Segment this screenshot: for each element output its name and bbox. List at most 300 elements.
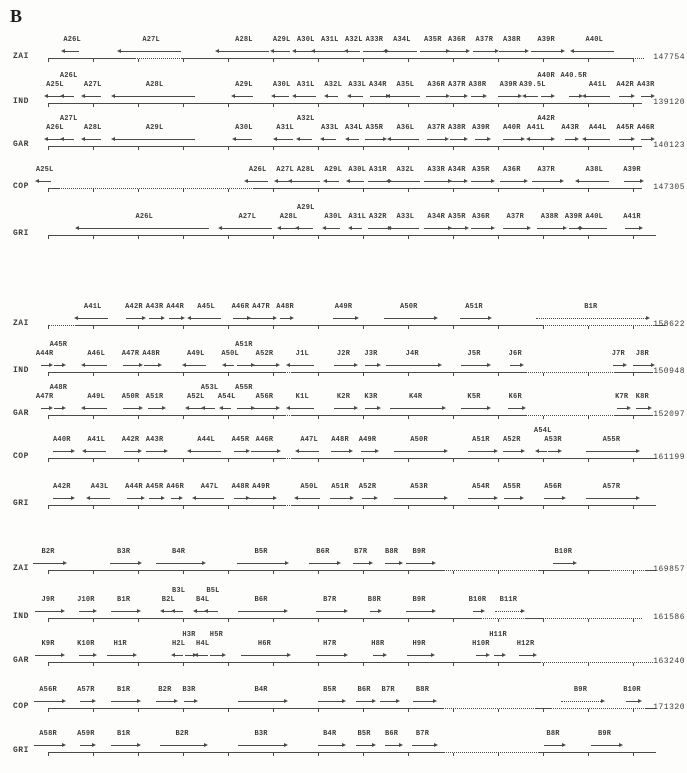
orf-label: A50L bbox=[221, 350, 239, 358]
left-arrow-icon bbox=[586, 96, 610, 97]
orf-label: A55R bbox=[503, 483, 521, 491]
left-arrow-icon bbox=[121, 51, 181, 52]
orf-label: A48R bbox=[142, 350, 160, 358]
orf-label: B3L bbox=[172, 586, 186, 595]
orf-label: K7R bbox=[615, 393, 629, 401]
orf-label: A41L bbox=[527, 124, 545, 132]
orf-label: A51R bbox=[331, 483, 349, 491]
orf-label: A46R bbox=[231, 303, 250, 311]
orf-label: A30L bbox=[324, 213, 342, 221]
orf-label: A37R bbox=[448, 81, 466, 89]
left-arrow-icon bbox=[115, 139, 195, 140]
strain-row-ind-block2 bbox=[0, 340, 687, 382]
orf-label: A27L bbox=[59, 114, 78, 123]
orf-label: J5R bbox=[467, 350, 481, 358]
strain-label: GRI bbox=[13, 499, 29, 508]
right-arrow-icon bbox=[449, 228, 465, 229]
orf-label: A49R bbox=[334, 303, 353, 311]
orf-label: J9R bbox=[41, 596, 55, 604]
right-arrow-icon bbox=[633, 365, 651, 366]
orf-label: K8R bbox=[635, 393, 649, 401]
right-arrow-icon bbox=[79, 611, 93, 612]
right-arrow-icon bbox=[252, 365, 276, 366]
right-arrow-icon bbox=[569, 96, 579, 97]
orf-label: A52L bbox=[186, 393, 205, 401]
right-arrow-icon bbox=[394, 498, 444, 499]
right-arrow-icon bbox=[249, 498, 273, 499]
right-arrow-icon bbox=[124, 451, 138, 452]
right-arrow-icon bbox=[149, 318, 161, 319]
right-arrow-icon bbox=[494, 655, 502, 656]
orf-label: B7R bbox=[415, 730, 430, 738]
orf-label: A45R bbox=[231, 436, 250, 444]
strain-label: COP bbox=[13, 182, 29, 191]
right-arrow-icon bbox=[316, 611, 344, 612]
orf-label: B1R bbox=[117, 686, 131, 694]
strain-row-gri-block3 bbox=[0, 720, 687, 762]
orf-label: A47R bbox=[121, 350, 140, 358]
orf-label: A52R bbox=[255, 350, 274, 358]
orf-label: A37R bbox=[427, 124, 446, 132]
orf-label: J10R bbox=[77, 596, 95, 604]
orf-label: A26L bbox=[63, 36, 81, 44]
orf-label: A34R bbox=[427, 213, 446, 221]
left-arrow-icon bbox=[222, 228, 272, 229]
orf-label: A30L bbox=[296, 36, 315, 44]
right-arrow-icon bbox=[532, 181, 560, 182]
right-arrow-icon bbox=[468, 498, 494, 499]
orf-label: A40L bbox=[585, 36, 604, 44]
orf-label: A44L bbox=[588, 124, 607, 132]
orf-label: A50L bbox=[300, 483, 318, 491]
right-arrow-icon bbox=[146, 451, 164, 452]
orf-label: A37R bbox=[475, 36, 494, 44]
right-arrow-icon bbox=[234, 498, 246, 499]
panel-label: B bbox=[10, 6, 23, 26]
right-arrow-icon bbox=[333, 318, 355, 319]
orf-label: A43L bbox=[90, 483, 109, 491]
orf-label: A32L bbox=[396, 166, 415, 174]
left-arrow-icon bbox=[315, 51, 345, 52]
orf-label: A51R bbox=[465, 303, 483, 311]
strain-label: GRI bbox=[13, 229, 29, 238]
left-arrow-icon bbox=[90, 498, 110, 499]
orf-label: J3R bbox=[364, 350, 378, 358]
left-arrow-icon bbox=[235, 96, 253, 97]
orf-label: A35R bbox=[423, 36, 442, 44]
left-arrow-icon bbox=[350, 181, 364, 182]
orf-label: A51R bbox=[145, 393, 164, 401]
orf-label: A39.5L bbox=[519, 81, 546, 89]
left-arrow-icon bbox=[352, 228, 362, 229]
orf-label: A55R bbox=[235, 383, 253, 392]
orf-label: B4R bbox=[172, 548, 186, 556]
right-arrow-icon bbox=[503, 139, 521, 140]
orf-label: A34R bbox=[448, 166, 466, 174]
scale-ticks bbox=[48, 709, 640, 712]
orf-label: A49L bbox=[87, 393, 105, 401]
left-arrow-icon bbox=[248, 181, 268, 182]
orf-label: A51R bbox=[472, 436, 490, 444]
left-arrow-icon bbox=[530, 139, 542, 140]
right-arrow-icon bbox=[471, 181, 491, 182]
orf-label: K5R bbox=[467, 393, 481, 401]
left-arrow-icon bbox=[292, 181, 320, 182]
left-arrow-icon bbox=[86, 451, 106, 452]
orf-label: A45R bbox=[616, 124, 634, 132]
right-arrow-icon bbox=[370, 96, 386, 97]
orf-label: H9R bbox=[412, 640, 426, 648]
orf-label: J7R bbox=[611, 350, 625, 358]
right-arrow-icon bbox=[107, 655, 133, 656]
orf-label: B4L bbox=[196, 596, 210, 604]
strain-row-cop-block1 bbox=[0, 156, 687, 198]
right-arrow-icon bbox=[471, 228, 491, 229]
orf-label: A25L bbox=[35, 166, 54, 174]
right-arrow-icon bbox=[53, 498, 71, 499]
orf-label: A46R bbox=[255, 436, 274, 444]
strain-label: COP bbox=[13, 452, 29, 461]
right-arrow-icon bbox=[184, 701, 194, 702]
orf-label: A33R bbox=[427, 166, 446, 174]
right-arrow-icon bbox=[460, 318, 488, 319]
right-arrow-icon bbox=[33, 563, 63, 564]
right-arrow-icon bbox=[508, 408, 522, 409]
orf-label: A34L bbox=[344, 124, 363, 132]
orf-label: A36L bbox=[396, 124, 415, 132]
orf-label: H1R bbox=[113, 640, 127, 648]
orf-label: A41L bbox=[83, 303, 102, 311]
left-arrow-icon bbox=[85, 139, 101, 140]
orf-label: A47R bbox=[35, 393, 54, 401]
right-arrow-icon bbox=[356, 701, 372, 702]
right-arrow-icon bbox=[531, 51, 561, 52]
right-arrow-icon bbox=[427, 139, 445, 140]
orf-label: A42R bbox=[616, 81, 634, 89]
right-arrow-icon bbox=[413, 701, 433, 702]
orf-label: A55R bbox=[602, 436, 621, 444]
left-arrow-icon bbox=[186, 365, 206, 366]
left-arrow-icon bbox=[191, 451, 221, 452]
right-arrow-icon bbox=[252, 408, 276, 409]
orf-label: A54R bbox=[472, 483, 490, 491]
end-coordinate: 158622 bbox=[653, 320, 685, 329]
orf-label: B9R bbox=[412, 548, 426, 556]
right-arrow-icon bbox=[498, 96, 518, 97]
scale-ticks bbox=[48, 571, 640, 574]
left-arrow-icon bbox=[348, 51, 360, 52]
right-arrow-icon bbox=[448, 51, 466, 52]
orf-label: A56R bbox=[255, 393, 274, 401]
end-coordinate: 147305 bbox=[653, 183, 685, 192]
right-arrow-icon bbox=[233, 318, 247, 319]
end-coordinate: 161586 bbox=[653, 613, 685, 622]
orf-label: A43R bbox=[636, 81, 655, 89]
right-arrow-icon bbox=[473, 611, 481, 612]
right-arrow-icon bbox=[331, 451, 349, 452]
scale-ticks bbox=[48, 506, 640, 509]
orf-label: B2R bbox=[41, 548, 55, 556]
left-arrow-icon bbox=[391, 139, 419, 140]
right-arrow-icon bbox=[370, 611, 378, 612]
scale-ticks bbox=[48, 189, 640, 192]
orf-label: K4R bbox=[409, 393, 423, 401]
orf-label: A27L bbox=[83, 81, 102, 89]
right-arrow-icon bbox=[156, 563, 202, 564]
orf-label: A38R bbox=[503, 36, 521, 44]
right-arrow-icon bbox=[334, 408, 354, 409]
strain-label: ZAI bbox=[13, 319, 29, 328]
right-arrow-icon bbox=[368, 228, 388, 229]
orf-label: A47R bbox=[252, 303, 270, 311]
orf-label: B4R bbox=[254, 686, 268, 694]
left-arrow-icon bbox=[526, 96, 538, 97]
scale-ticks bbox=[48, 59, 640, 62]
orf-label: H3R bbox=[182, 630, 196, 639]
orf-label: A44R bbox=[35, 350, 54, 358]
left-arrow-icon bbox=[175, 655, 183, 656]
orf-label: B10R bbox=[623, 686, 641, 694]
scale-ticks bbox=[48, 663, 640, 666]
scale-ticks bbox=[48, 147, 640, 150]
right-arrow-icon bbox=[373, 655, 383, 656]
orf-label: B2R bbox=[175, 730, 189, 738]
orf-label: J6R bbox=[508, 350, 522, 358]
left-arrow-icon bbox=[349, 139, 359, 140]
left-arrow-icon bbox=[198, 655, 208, 656]
right-arrow-icon bbox=[503, 451, 521, 452]
orf-label: A40R bbox=[503, 124, 521, 132]
orf-label: A40.5R bbox=[560, 71, 587, 80]
scale-ticks bbox=[48, 416, 640, 419]
orf-label: K1L bbox=[295, 393, 309, 401]
strain-label: GAR bbox=[13, 409, 29, 418]
right-arrow-icon bbox=[126, 318, 142, 319]
right-arrow-icon bbox=[123, 365, 139, 366]
right-arrow-icon bbox=[368, 181, 388, 182]
left-arrow-icon bbox=[277, 139, 293, 140]
strain-label: IND bbox=[13, 97, 29, 106]
orf-label: A46R bbox=[166, 483, 184, 491]
left-arrow-icon bbox=[324, 139, 336, 140]
left-arrow-icon bbox=[387, 51, 417, 52]
right-arrow-icon bbox=[111, 745, 137, 746]
orf-label: A34L bbox=[393, 36, 411, 44]
right-arrow-icon bbox=[79, 655, 93, 656]
left-arrow-icon bbox=[39, 181, 51, 182]
orf-label: A53R bbox=[410, 483, 428, 491]
orf-label: B3R bbox=[117, 548, 131, 556]
orf-label: A29L bbox=[145, 124, 164, 132]
right-arrow-icon bbox=[111, 611, 137, 612]
orf-label: A39R bbox=[499, 81, 518, 89]
right-arrow-icon bbox=[309, 563, 337, 564]
right-arrow-icon bbox=[238, 701, 284, 702]
orf-label: B1R bbox=[584, 303, 598, 311]
orf-label: A34R bbox=[369, 81, 387, 89]
orf-label: J1L bbox=[295, 350, 309, 358]
left-arrow-icon bbox=[208, 611, 218, 612]
orf-label: K3R bbox=[364, 393, 378, 401]
orf-label: A48R bbox=[231, 483, 250, 491]
right-arrow-icon bbox=[619, 96, 631, 97]
end-coordinate: 171320 bbox=[653, 703, 685, 712]
scale-ticks bbox=[48, 459, 640, 462]
orf-label: B9R bbox=[597, 730, 612, 738]
strain-label: IND bbox=[13, 366, 29, 375]
left-arrow-icon bbox=[298, 498, 320, 499]
orf-label: H7R bbox=[323, 640, 337, 648]
left-arrow-icon bbox=[586, 139, 610, 140]
right-arrow-icon bbox=[110, 563, 138, 564]
right-arrow-icon bbox=[450, 181, 464, 182]
orf-label: A31L bbox=[348, 213, 367, 221]
orf-label: A40R bbox=[537, 71, 555, 80]
right-arrow-icon bbox=[461, 365, 487, 366]
orf-label: A40L bbox=[585, 213, 604, 221]
right-arrow-icon bbox=[544, 498, 562, 499]
orf-label: A41L bbox=[87, 436, 105, 444]
left-arrow-icon bbox=[275, 96, 289, 97]
right-arrow-icon bbox=[280, 318, 290, 319]
right-arrow-icon bbox=[361, 451, 375, 452]
right-arrow-icon bbox=[238, 611, 284, 612]
left-arrow-icon bbox=[64, 96, 74, 97]
orf-label: A57R bbox=[77, 686, 95, 694]
right-arrow-icon bbox=[41, 365, 49, 366]
right-arrow-icon bbox=[475, 139, 487, 140]
end-coordinate: 147754 bbox=[653, 53, 685, 62]
right-arrow-icon bbox=[626, 701, 638, 702]
orf-label: A44R bbox=[125, 483, 143, 491]
orf-label: A26L bbox=[46, 124, 64, 132]
right-arrow-icon bbox=[35, 655, 61, 656]
right-arrow-icon bbox=[426, 96, 446, 97]
orf-label: A39R bbox=[537, 36, 555, 44]
right-arrow-icon bbox=[424, 181, 448, 182]
strain-label: IND bbox=[13, 612, 29, 621]
left-arrow-icon bbox=[328, 96, 338, 97]
orf-label: A51R bbox=[235, 340, 253, 349]
orf-label: A41R bbox=[623, 213, 641, 221]
right-arrow-icon bbox=[406, 563, 432, 564]
orf-label: A43R bbox=[561, 124, 580, 132]
orf-label: A26L bbox=[135, 213, 154, 221]
orf-label: A44L bbox=[197, 436, 215, 444]
orf-label: A38R bbox=[448, 124, 466, 132]
orf-label: B5R bbox=[323, 686, 337, 694]
end-coordinate: 163240 bbox=[653, 657, 685, 666]
left-arrow-icon bbox=[196, 498, 224, 499]
left-arrow-icon bbox=[579, 181, 609, 182]
orf-label: A41L bbox=[588, 81, 607, 89]
strain-label: GRI bbox=[13, 746, 29, 755]
right-arrow-icon bbox=[394, 451, 444, 452]
left-arrow-icon bbox=[226, 365, 234, 366]
orf-label: B2L bbox=[161, 596, 175, 604]
orf-label: A43R bbox=[145, 436, 164, 444]
right-arrow-icon bbox=[504, 498, 520, 499]
right-arrow-icon bbox=[53, 451, 71, 452]
right-arrow-icon bbox=[636, 408, 648, 409]
orf-label: A32L bbox=[324, 81, 342, 89]
right-arrow-icon bbox=[356, 745, 372, 746]
orf-label: A45R bbox=[49, 340, 68, 349]
orf-label: B10R bbox=[468, 596, 487, 604]
orf-label: A38R bbox=[468, 81, 487, 89]
right-arrow-icon bbox=[362, 498, 374, 499]
left-arrow-icon bbox=[581, 228, 607, 229]
scale-ticks bbox=[48, 326, 640, 329]
right-arrow-icon bbox=[420, 51, 446, 52]
orf-label: A32L bbox=[296, 114, 315, 123]
end-coordinate: 169857 bbox=[653, 565, 685, 574]
left-arrow-icon bbox=[290, 365, 314, 366]
right-arrow-icon bbox=[34, 745, 62, 746]
orf-label: A28L bbox=[145, 81, 164, 89]
right-arrow-icon bbox=[641, 96, 651, 97]
left-arrow-icon bbox=[175, 611, 183, 612]
right-arrow-icon bbox=[171, 498, 179, 499]
orf-label: A39R bbox=[472, 124, 490, 132]
orf-label: H2L bbox=[172, 640, 186, 648]
right-arrow-icon bbox=[353, 563, 369, 564]
orf-label: A26L bbox=[248, 166, 267, 174]
strain-row-gri-block1 bbox=[0, 203, 687, 245]
orf-label: A28L bbox=[83, 124, 102, 132]
orf-label: H6R bbox=[257, 640, 272, 648]
left-arrow-icon bbox=[223, 408, 231, 409]
orf-label: B1R bbox=[117, 596, 131, 604]
orf-label: H12R bbox=[516, 640, 535, 648]
left-arrow-icon bbox=[85, 365, 107, 366]
orf-label: J2R bbox=[336, 350, 351, 358]
right-arrow-icon bbox=[390, 408, 442, 409]
left-arrow-icon bbox=[205, 408, 215, 409]
right-arrow-icon bbox=[156, 701, 174, 702]
scale-ticks bbox=[48, 753, 640, 756]
end-coordinate: 152097 bbox=[653, 410, 685, 419]
right-arrow-icon bbox=[385, 745, 399, 746]
left-arrow-icon bbox=[219, 51, 269, 52]
strain-row-ind-block3 bbox=[0, 586, 687, 628]
right-arrow-icon bbox=[537, 228, 563, 229]
left-arrow-icon bbox=[351, 96, 363, 97]
orf-label: A33L bbox=[396, 213, 415, 221]
orf-label: B8R bbox=[367, 596, 382, 604]
right-arrow-icon bbox=[565, 139, 575, 140]
strain-label: GAR bbox=[13, 656, 29, 665]
left-arrow-icon bbox=[391, 228, 419, 229]
right-arrow-icon bbox=[111, 701, 137, 702]
right-arrow-icon bbox=[412, 745, 434, 746]
right-arrow-icon bbox=[237, 408, 251, 409]
orf-label: A32R bbox=[369, 213, 387, 221]
orf-label: A31L bbox=[276, 124, 294, 132]
orf-label: A37R bbox=[506, 213, 525, 221]
orf-label: A28L bbox=[296, 166, 315, 174]
strain-row-ind-block1 bbox=[0, 71, 687, 113]
right-arrow-icon bbox=[148, 408, 162, 409]
orf-label: A49L bbox=[186, 350, 205, 358]
orf-label: K2R bbox=[336, 393, 351, 401]
strain-label: ZAI bbox=[13, 52, 29, 61]
left-arrow-icon bbox=[85, 408, 107, 409]
orf-label: K9R bbox=[41, 640, 55, 648]
right-arrow-icon bbox=[365, 365, 377, 366]
right-arrow-icon bbox=[553, 563, 573, 564]
right-arrow-icon bbox=[237, 365, 251, 366]
